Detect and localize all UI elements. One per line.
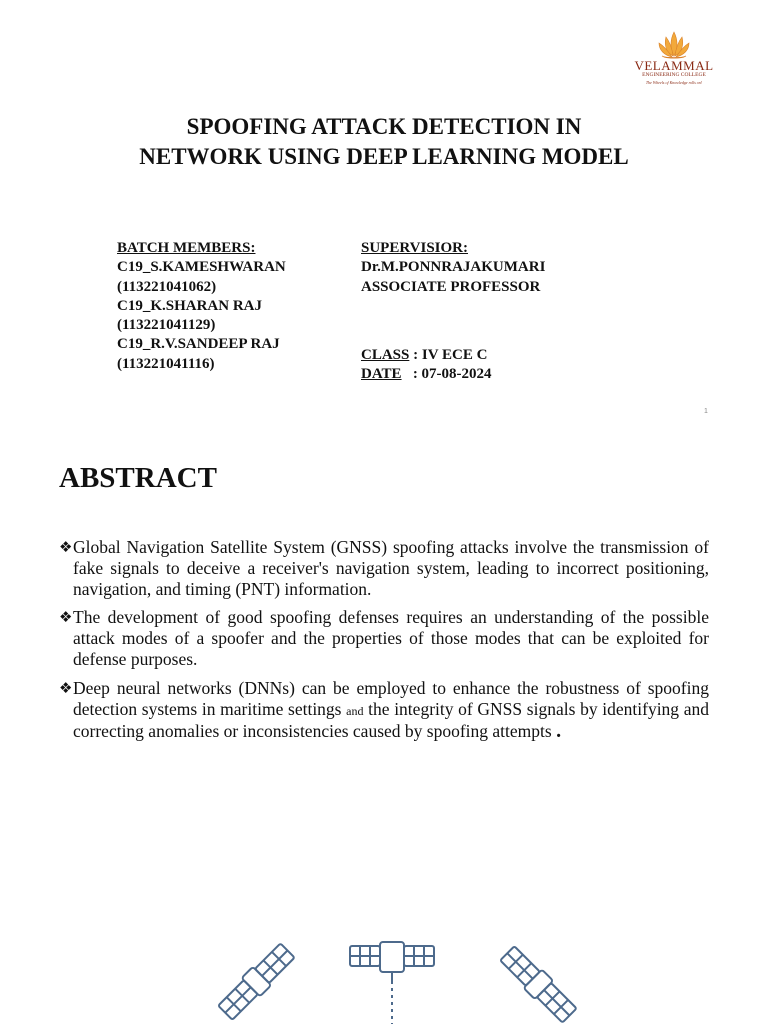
member-id: (113221041129)	[117, 317, 216, 334]
satellites-illustration-icon	[190, 938, 590, 1024]
bullet-text-part2: the integrity of GNSS signals by identifying and correcting anomalies or inconsistencies caused by spoofing attempts	[73, 698, 709, 742]
member-id: (113221041116)	[117, 355, 215, 372]
abstract-bullet	[59, 607, 709, 669]
member-id: (113221041062)	[117, 278, 217, 295]
batch-members-label: BATCH MEMBERS:	[117, 240, 256, 256]
batch-members	[117, 239, 286, 374]
date-value: : 07-08-2024	[401, 366, 492, 383]
logo-subtitle: ENGINEERING COLLEGE	[642, 72, 706, 78]
bullet-text: Global Navigation Satellite System (GNSS) spoofing attacks involve the transmission of fake signals to deceive a receiver's navigation system, leading to incorrect positioning, navigation, and timing (PNT) information.	[73, 537, 709, 599]
member-name: C19_K.SHARAN RAJ	[117, 297, 263, 314]
abstract-bullet	[59, 537, 709, 599]
satellite-icon	[350, 942, 434, 1024]
bullet-text-end: .	[556, 720, 562, 743]
member-name: C19_R.V.SANDEEP RAJ	[117, 336, 280, 353]
class-label: CLASS	[361, 347, 410, 363]
logo-tagline: The Wheels of Knowledge rolls on!	[645, 80, 703, 85]
bullet-text: The development of good spoofing defenses requires an understanding of the possible attack modes of a spoofer and the properties of those modes that can be exploited for defense purposes.	[73, 607, 709, 669]
title-line-1: SPOOFING ATTACK DETECTION IN	[186, 114, 582, 139]
logo-name: VELAMMAL	[634, 58, 714, 73]
supervisor-name: Dr.M.PONNRAJAKUMARI	[361, 259, 546, 276]
slide-title	[0, 112, 768, 172]
member-name: C19_S.KAMESHWARAN	[117, 259, 286, 276]
class-date-block	[361, 346, 492, 385]
date-label: DATE	[361, 366, 402, 383]
supervisor-block	[361, 239, 545, 297]
supervisor-label: SUPERVISIOR:	[361, 240, 468, 256]
bullet-text-part1: Deep neural networks (DNNs) can be employed to enhance the robustness of spoofing detection systems in maritime settings	[73, 677, 709, 719]
diamond-bullet-icon: ❖	[59, 608, 73, 627]
abstract-bullets	[59, 537, 709, 750]
abstract-heading: ABSTRACT	[59, 462, 217, 494]
diamond-bullet-icon: ❖	[59, 538, 73, 556]
class-value: : IV ECE C	[409, 347, 488, 363]
page-number: 1	[704, 408, 708, 415]
title-line-2: NETWORK USING DEEP LEARNING MODEL	[139, 144, 629, 169]
bullet-text-and: and	[346, 703, 364, 718]
class-row	[361, 346, 492, 365]
abstract-bullet	[59, 678, 709, 742]
supervisor-role: ASSOCIATE PROFESSOR	[361, 278, 541, 295]
date-row	[361, 365, 492, 384]
diamond-bullet-icon: ❖	[59, 678, 73, 697]
